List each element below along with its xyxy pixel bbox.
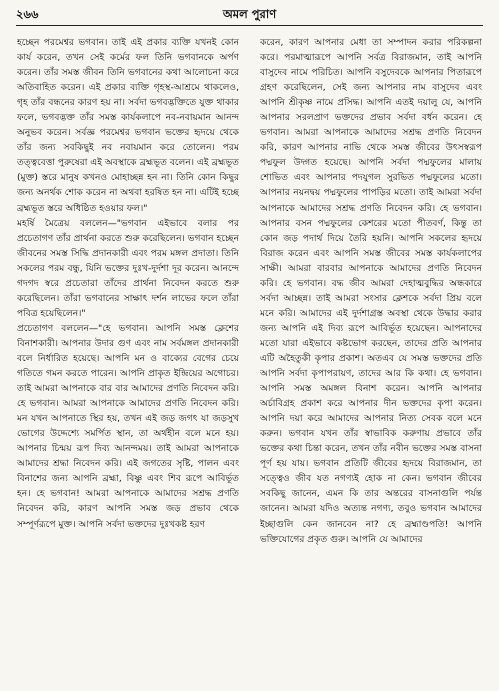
- paragraph: করেন, কারণ আপনার মেধা তা সম্পাদন করার পরিকল্পনা করে। পরমাত্মারূপে আপনি সর্বত্র বিরাজমান, তাই আপনি বাসুদেব নামে পরিচিত। আপনি বসুদেবকে আপনার পিতারূপে গ্রহণ করেছিলেন, সেই জন্য আপনার নাম বাসুদেব এবং আপনি শ্রীকৃষ্ণ নামে প্রসিদ্ধ। আপনি এতই দয়ালু যে, আপনি আপনার সরলপ্রাণ ভক্তদের প্রভাব সর্বদা বর্ধন করেন। হে ভগবান। আমরা আপনাকে আমাদের সশ্রদ্ধ প্রণতি নিবেদন করি, কারণ আপনার নাভি থেকে সমস্ত জীবের উৎসস্বরূপ পদ্মফুল উদ্গত হয়েছে। আপনি সর্বদা পদ্মফুলের মালায় শোভিত এবং আপনার পদযুগল সুরভিত পদ্মফুলের মতো। আপনার নয়নদ্বয় পদ্মফুলের পাপড়ির মতো। তাই আমরা সর্বদা আপনাকে আমাদের সশ্রদ্ধ প্রণতি নিবেদন করি। হে ভগবান। আপনার বসন পদ্মফুলের কেশরের মতো পীতবর্ণ, কিন্তু তা কোন জড় পদার্থ দিয়ে তৈরি হয়নি। আপনি সকলের হৃদয়ে বিরাজ করেন এবং আপনি সমস্ত জীবের সমস্ত কার্যকলাপের সাক্ষী। আমরা বারবার আপনাকে আমাদের প্রণতি নিবেদন করি। হে ভগবান। বদ্ধ জীব আমরা দেহাত্মবুদ্ধির অন্ধকারে সর্বদা আচ্ছন্ন। তাই আমরা সংসার ক্লেশকে সর্বদা প্রিয় বলে মনে করি। আমাদের এই দুর্দশাগ্রস্ত অবস্থা থেকে উদ্ধার করার জন্য আপনি এই দিব্য রূপে আবির্ভূত হয়েছেন। আপনাদের মতো যারা এইভাবে কষ্টভোগ করছেন, তাদের প্রতি আপনার এটি অহৈতুকী কৃপার প্রকাশ। অতএব যে সমস্ত ভক্তদের প্রতি আপনি সর্বদা কৃপাপরায়ণ, তাদের আর কি কথা। হে ভগবান। আপনি সমস্ত অমঙ্গল বিনাশ করেন। আপনি আপনার অর্চাবিগ্রহ প্রকাশ করে আপনার দীন ভক্তদের কৃপা করেন। আপনি দয়া করে আমাদের আপনার নিত্য সেবক বলে মনে করুন। ভগবান যখন তাঁর স্বাভাবিক করুণায় প্রভাবে তাঁর ভক্তের কথা চিন্তা করেন, তখন তাঁর নবীন ভক্তের সমস্ত বাসনা পূর্ণ হয় যায়। ভগবান প্রতিটি জীবের হৃদয়ে বিরাজমান, তা সত্ত্বেও জীব যত নগণ্যই হোক না কেন। ভগবান জীবের সবকিছু জানেন, এমন কি তার অন্তরের বাসনাগুলি পর্যন্ত জানেন। আমরা যদিও অত্যন্ত নগণ্য, তবুও ভগবান আমাদের ইচ্ছাগুলি কেন জানবেন না? হে ব্রহ্মাণ্ডপতি! আপনি ভক্তিযোগের প্রকৃত গুরু। আপনি যে আমাদের: [260, 38, 482, 545]
- paragraph: হচ্ছেন পরমেশ্বর ভগবান। তাই এই প্রকার ব্যক্তি যখনই কোন কার্য করেন, তখন সেই কর্মের ফল তিনি ভগবানকে অর্পণ করেন। তাঁর সমস্ত জীবন তিনি ভগবানের কথা আলোচনা করে অতিবাহিত করেন। এই প্রকার ব্যক্তি গৃহস্থ-আশ্রমে থাকলেও, গৃহ তাঁর বন্ধনের কারণ হয় না। সর্বদা ভগবদ্ভক্তিতে যুক্ত থাকার ফলে, ভগবদ্ভক্ত তাঁর সমস্ত কার্যকলাপে নব-নবায়মান আনন্দ অনুভব করেন। সর্বজ্ঞ পরমেশ্বর ভগবান ভক্তের হৃদয়ে থেকে তাঁর জন্য সবকিছুই নব নবায়মান করে তোলেন। পরম তত্ত্ববেত্তা পুরুষেরা এই অবস্থাকে ব্রহ্মভূত বলেন। এই ব্রহ্মভূত (মুক্ত) স্তরে মানুষ কখনও মোহাচ্ছন্ন হন না। তিনি কোন কিছুর জন্য অনর্থক শোক করেন না অথবা হরষিত হন না। এটিই হচ্ছে ব্রহ্মভূত স্তরে অধিষ্ঠিত হওয়ার ফল।": [17, 38, 239, 214]
- page-number: ২৬৬: [16, 7, 39, 21]
- header-rule: [16, 25, 483, 26]
- page-header: [16, 4, 483, 26]
- running-title: অমল পুরাণ: [222, 7, 277, 21]
- left-text-column: [17, 36, 239, 684]
- paragraph: মহর্ষি মৈত্রেয় বললেন—"ভগবান এইভাবে বলার পর প্রচেতাগণ তাঁর প্রার্থনা করতে শুরু করেছিলেন। ভগবান হচ্ছেন জীবনের সমস্ত সিদ্ধি প্রদানকারী এবং পরম মঙ্গল প্রদাতা। তিনি সকলের পরম বন্ধু, যিনি ভক্তের দুঃখ-দুর্দশা দূর করেন। আনন্দে গদগদ স্বরে প্রচেতারা তাঁদের প্রার্থনা নিবেদন করতে শুরু করেছিলেন। তাঁরা ভগবানের সাক্ষাৎ দর্শন লাভের ফলে তাঁরা পবিত্র হয়েছিলেন।": [17, 218, 239, 319]
- right-text-column: [260, 36, 482, 684]
- paragraph: প্রচেতাগণ বললেন—"হে ভগবান। আপনি সমস্ত ক্লেশের বিনাশকারী। আপনার উদার গুণ এবং নাম সর্বমঙ্গল প্রদানকারী বলে নির্ধারিত হয়েছে। আপনি মন ও বাক্যের বেগের চেয়ে গতিতে গমন করতে পারেন। আপনি প্রাকৃত ইন্দ্রিয়ের অগোচর। তাই আমরা আপনাকে বার বার আমাদের প্রণতি নিবেদন করি। হে ভগবান। আমরা আপনাকে আমাদের প্রণতি নিবেদন করি। মন যখন আপনাতে স্থির হয়, তখন এই জড় জগৎ যা জড়সুখ ভোগের উদ্দেশ্যে সমর্পিত স্থান, তা অর্থহীন বলে মনে হয়। আপনার চিন্ময় রূপ দিব্য আনন্দময়। তাই আমরা আপনাকে আমাদের শ্রদ্ধা নিবেদন করি। এই জগতের সৃষ্টি, পালন এবং বিনাশের জন্য আপনি ব্রহ্মা, বিষ্ণু এবং শিব রূপে আবির্ভূত হন। হে ভগবান! আমরা আপনাকে আমাদের সশ্রদ্ধ প্রণতি নিবেদন করি, কারণ আপনি সমস্ত জড় প্রভাব থেকে সম্পূর্ণরূপে মুক্ত। আপনি সর্বদা ভক্তদের দুঃখকষ্ট হরণ: [17, 323, 239, 530]
